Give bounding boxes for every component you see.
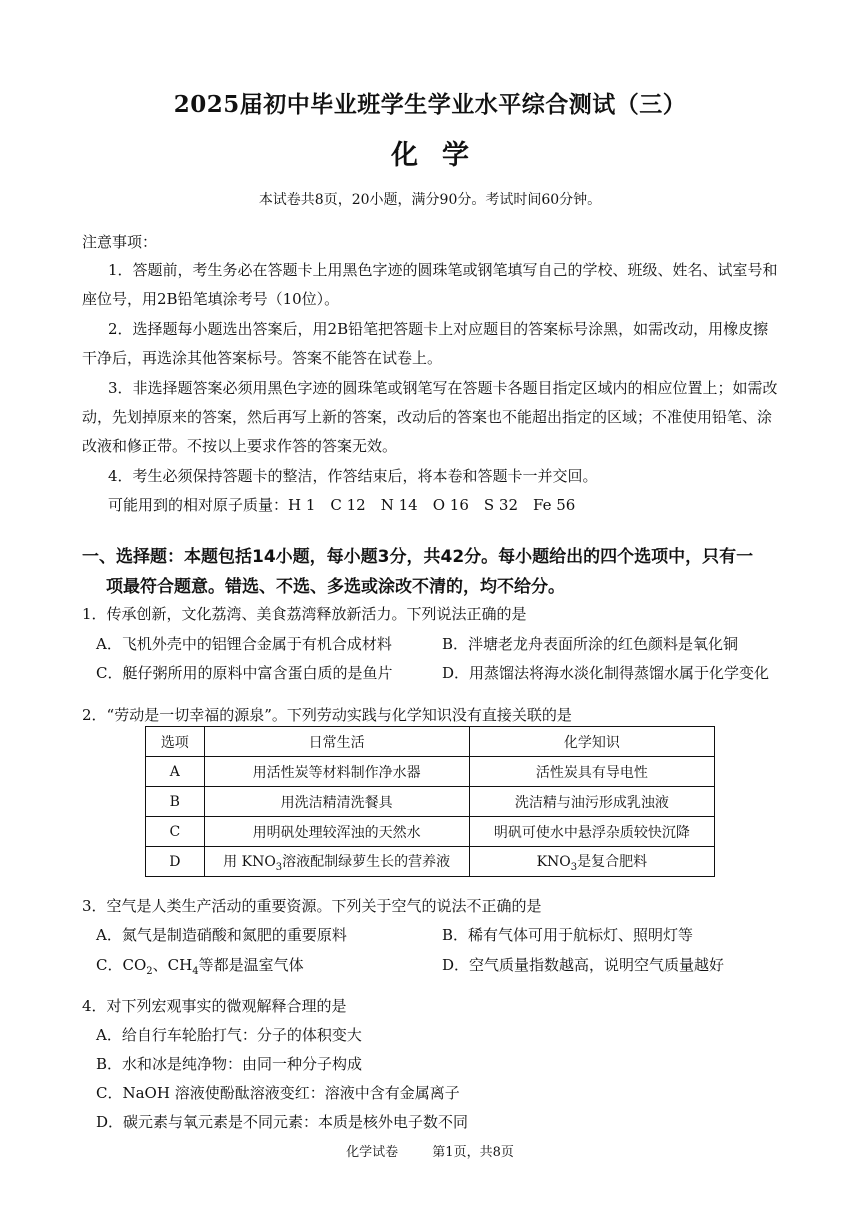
option-text: 等都是温室气体 bbox=[198, 956, 304, 974]
question-1-stem: 1．传承创新，文化荔湾、美食荔湾释放新活力。下列说法正确的是 bbox=[82, 605, 527, 623]
question-4-option-a: A．给自行车轮胎打气：分子的体积变大 bbox=[96, 1026, 362, 1044]
table-header-chem-knowledge: 化学知识 bbox=[469, 727, 714, 757]
table-cell-chem-knowledge: 明矾可使水中悬浮杂质较快沉降 bbox=[469, 817, 714, 847]
table-cell-daily-life: 用活性炭等材料制作净水器 bbox=[204, 757, 469, 787]
table-row bbox=[146, 847, 715, 877]
section-1-heading-line-1: 一、选择题：本题包括14小题，每小题3分，共42分。每小题给出的四个选项中，只有一 bbox=[82, 547, 754, 567]
table-cell-daily-life bbox=[204, 847, 469, 877]
formula-text: 用 KNO bbox=[223, 853, 276, 870]
table-header-daily-life: 日常生活 bbox=[204, 727, 469, 757]
table-cell-chem-knowledge: 活性炭具有导电性 bbox=[469, 757, 714, 787]
notice-item-2-line-2: 干净后，再选涂其他答案标号。答案不能答在试卷上。 bbox=[82, 349, 443, 367]
option-text: C．CO bbox=[96, 956, 147, 974]
formula-subscript: 4 bbox=[192, 966, 199, 977]
footer-paper-name: 化学试卷 bbox=[346, 1145, 399, 1160]
notice-item-2-line-1: 2．选择题每小题选出答案后，用2B铅笔把答题卡上对应题目的答案标号涂黑，如需改动，用橡皮擦 bbox=[108, 320, 769, 338]
subject-title: 化学 bbox=[391, 140, 493, 171]
notice-item-1-line-2: 座位号，用2B铅笔填涂考号（10位）。 bbox=[82, 290, 340, 308]
option-text: 、CH bbox=[152, 956, 193, 974]
section-1-heading-line-2: 项最符合题意。错选、不选、多选或涂改不清的，均不给分。 bbox=[106, 577, 565, 597]
notice-item-3-line-1: 3．非选择题答案必须用黑色字迹的圆珠笔或钢笔写在答题卡各题目指定区域内的相应位置上；如需改 bbox=[108, 379, 778, 397]
footer-page-number: 第1页，共8页 bbox=[432, 1145, 514, 1160]
notice-item-3-line-3: 改液和修正带。不按以上要求作答的答案无效。 bbox=[82, 437, 398, 455]
question-4-option-d: D．碳元素与氧元素是不同元素：本质是核外电子数不同 bbox=[96, 1113, 469, 1131]
formula-text: KNO bbox=[536, 853, 571, 870]
table-cell-option: B bbox=[146, 787, 205, 817]
table-row bbox=[146, 817, 715, 847]
table-header-option: 选项 bbox=[146, 727, 205, 757]
table-cell-option: C bbox=[146, 817, 205, 847]
formula-subscript: 3 bbox=[570, 861, 578, 873]
table-cell-daily-life: 用洗洁精清洗餐具 bbox=[204, 787, 469, 817]
question-3-option-c bbox=[96, 954, 304, 977]
question-3-option-d: D．空气质量指数越高，说明空气质量越好 bbox=[442, 956, 725, 974]
table-cell-option: D bbox=[146, 847, 205, 877]
atomic-masses: 可能用到的相对原子质量：H 1 C 12 N 14 O 16 S 32 Fe 56 bbox=[108, 496, 576, 514]
cell-text: 溶液配制绿萝生长的营养液 bbox=[282, 853, 451, 870]
question-1-option-b: B．泮塘老龙舟表面所涂的红色颜料是氧化铜 bbox=[442, 635, 739, 653]
question-3-stem: 3．空气是人类生产活动的重要资源。下列关于空气的说法不正确的是 bbox=[82, 897, 542, 915]
table-row bbox=[146, 787, 715, 817]
question-3-option-b: B．稀有气体可用于航标灯、照明灯等 bbox=[442, 926, 694, 944]
question-1-option-d: D．用蒸馏法将海水淡化制得蒸馏水属于化学变化 bbox=[442, 664, 770, 682]
question-1-option-c: C．艇仔粥所用的原料中富含蛋白质的是鱼片 bbox=[96, 664, 393, 682]
notice-item-1-line-1: 1．答题前，考生务必在答题卡上用黑色字迹的圆珠笔或钢笔填写自己的学校、班级、姓名、试室号和 bbox=[108, 261, 778, 279]
page-footer bbox=[0, 1141, 860, 1160]
formula-subscript: 2 bbox=[146, 966, 153, 977]
notice-item-3-line-2: 动，先划掉原来的答案，然后再写上新的答案，改动后的答案也不能超出指定的区域；不准使用铅笔、涂 bbox=[82, 408, 773, 426]
question-4-option-c: C．NaOH 溶液使酚酞溶液变红：溶液中含有金属离子 bbox=[96, 1084, 460, 1102]
formula-subscript: 3 bbox=[275, 861, 283, 873]
exam-info: 本试卷共8页，20小题，满分90分。考试时间60分钟。 bbox=[258, 192, 602, 208]
table-cell-option: A bbox=[146, 757, 205, 787]
exam-title: 2025届初中毕业班学生学业水平综合测试（三） bbox=[173, 91, 687, 118]
notice-heading: 注意事项： bbox=[82, 233, 158, 251]
question-1-option-a: A．飞机外壳中的铝锂合金属于有机合成材料 bbox=[96, 635, 392, 653]
table-header-row bbox=[146, 727, 715, 757]
table-row bbox=[146, 757, 715, 787]
question-2-stem: 2．“劳动是一切幸福的源泉”。下列劳动实践与化学知识没有直接关联的是 bbox=[82, 706, 572, 724]
question-3-option-a: A．氮气是制造硝酸和氮肥的重要原料 bbox=[96, 926, 347, 944]
question-4-stem: 4．对下列宏观事实的微观解释合理的是 bbox=[82, 997, 347, 1015]
question-4-option-b: B．水和冰是纯净物：由同一种分子构成 bbox=[96, 1055, 363, 1073]
cell-text: 是复合肥料 bbox=[577, 853, 648, 870]
table-cell-chem-knowledge bbox=[469, 847, 714, 877]
table-cell-chem-knowledge: 洗洁精与油污形成乳浊液 bbox=[469, 787, 714, 817]
question-2-table bbox=[145, 726, 715, 877]
table-cell-daily-life: 用明矾处理较浑浊的天然水 bbox=[204, 817, 469, 847]
notice-item-4: 4．考生必须保持答题卡的整洁，作答结束后，将本卷和答题卡一并交回。 bbox=[108, 467, 598, 485]
